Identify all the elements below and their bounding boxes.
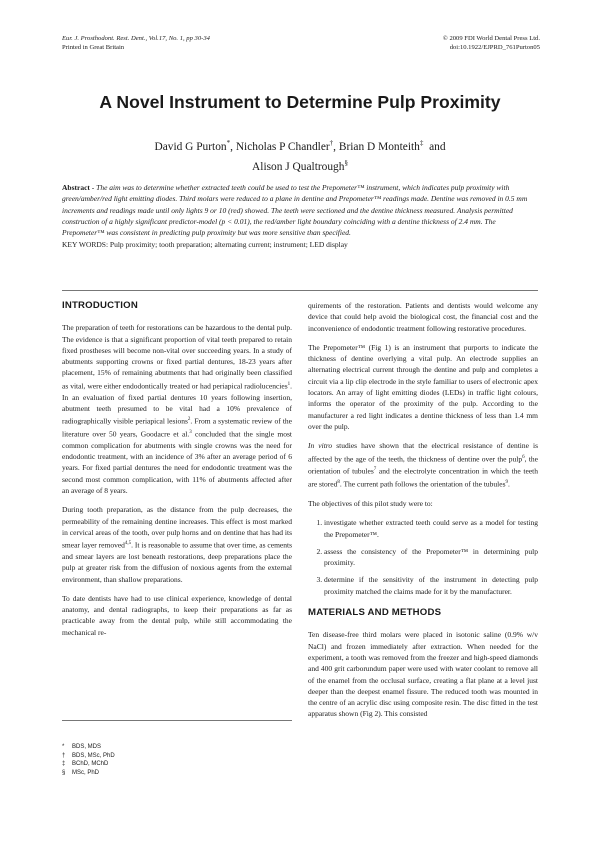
running-header-right	[443, 34, 540, 52]
doi: doi:10.1922/EJPRD_761Purton05	[449, 44, 540, 51]
author-name: David G Purton	[154, 140, 227, 153]
paragraph: The objectives of this pilot study were to:	[308, 498, 433, 508]
paragraph: The preparation of teeth for restorations can be hazardous to the dental pulp. The evidence is that a significant proportion of vital teeth prepared to retain fixed prostheses will become non-vital over succeeding years. In a study of abutments supporting crowns or fixed partial dentures, 18-23 years after placement, 15% of remaining abutments that had originally been classified as vital, were either endodontically treated or had periapical radiolucencies$^1$. In an evaluation of fixed partial dentures 10 years following insertion, abutment teeth presumed to be vital had a 10% prevalence of radiographically visible periapical lesions$^2$. From a systematic review of the literature over 50 years, Goodacre et al.$^3$ concluded that the single most common complication for abutments with single crowns was the need for endodontic treatment, with an incidence of 3% after an average period of 6 years. For fixed partial dentures the need for endodontic treatment was the second most common complication, with 11% of abutments affected after an average of 8 years.	[62, 323, 292, 495]
objectives-list	[308, 517, 538, 597]
reference-mark: 9	[505, 480, 509, 486]
right-column	[308, 300, 538, 728]
section-divider	[62, 290, 538, 291]
author-mark: *	[226, 139, 231, 147]
paragraph: The Prepometer™ (Fig 1) is an instrument that purports to indicate the thickness of dentine overlying a vital pulp. An electrode supplies an alternating electrical current through the dentine and pulp and completes a circuit via a lip clip electrode in the style familiar to users of electronic apex locators. An array of light emitting diodes (LEDs) in traffic light colours, informs the operator of the proximity of the pulp. According to the manufacturer a red light indicates a dentine thickness of less than 1.4 mm over the pulp.	[308, 342, 538, 431]
footnotes	[62, 743, 115, 777]
reference-mark: 2	[187, 417, 191, 423]
copyright: © 2009 FDI World Dental Press Ltd.	[442, 35, 540, 42]
running-header-left	[62, 34, 210, 52]
author-name: Nicholas P Chandler	[235, 140, 330, 153]
author-mark: ‡	[419, 139, 424, 147]
paragraph: quirements of the restoration. Patients and dentists would welcome any device that could help avoid the biological cost, the financial cost and the inconvenience of endodontic treatment following restorative procedures.	[308, 301, 538, 333]
reference-mark: 3	[189, 429, 192, 435]
footnote: ‡ BChD, MChD	[62, 761, 109, 768]
author-list: David G Purton*, Nicholas P Chandler†, Brian D Monteith‡ and Alison J Qualtrough§	[154, 139, 446, 173]
paragraph: During tooth preparation, as the distance from the pulp decreases, the permeability of the remaining dentine increases. This effect is most marked in cervical areas of the tooth, over pulp horns and on dentine that has had its smear layer removed$^{4,5}$. It is reasonable to assume that over time, as cements and smear layers are lost beneath restorations, deep preparations place the pulp at greater risk from the diffusion of noxious agents from the external environment, than shallow preparations.	[62, 505, 292, 584]
paragraph: In vitro studies have shown that the electrical resistance of dentine is affected by the age of the teeth, the thickness of dentine over the pulp$^6$, the orientation of tubules$^7$ and the electrolyte concentration in which the teeth are stored$^8$. The current path follows the orientation of the tubules$^9$.	[308, 441, 538, 489]
reference-mark: 4,5	[124, 541, 132, 547]
abstract-label: Abstract	[62, 183, 90, 192]
author-name: Alison J Qualtrough	[252, 160, 345, 173]
reference-mark: 7	[373, 467, 377, 473]
footnote: * BDS, MDS	[62, 744, 102, 750]
keywords: KEY WORDS: Pulp proximity; tooth preparation; alternating current; instrument; LED display	[62, 240, 348, 249]
paper-title: A Novel Instrument to Determine Pulp Proximity	[99, 92, 501, 112]
author-name: Brian D Monteith	[338, 140, 420, 153]
reference-mark: 1	[287, 381, 291, 387]
left-column	[62, 300, 292, 646]
reference-mark: 8	[337, 480, 340, 486]
author-mark: §	[344, 158, 348, 167]
abstract-text: - The aim was to determine whether extracted teeth could be used to test the Prepometer™ instrument, which indicates pulp proximity with green/amber/red light emitting diodes. Third molars were reduced to a plane in dentine and Prepometer™ readings made. Dentine was removed in 0.5 mm increments and readings made until only lights 9 or 10 (red) showed. The teeth were sectioned and the dentine thickness measured. Analysis permitted construction of a highly significant predictor-model (p < 0.01), the red/amber light boundary coinciding with a dentine thickness of 2.4 mm. The Prepometer™ was consistent in predicting pulp proximity but was more sensitive than specified.	[62, 183, 528, 238]
list-item: 2. assess the consistency of the Prepometer™ in determining pulp proximity.	[324, 546, 538, 569]
section-heading-introduction: INTRODUCTION	[62, 300, 138, 311]
footnote: § MSc, PhD	[62, 769, 100, 776]
footnote: † BDS, MSc, PhD	[62, 752, 115, 759]
paragraph: Ten disease-free third molars were placed in isotonic saline (0.9% w/v NaCl) and frozen immediately after extraction. When needed for the experiment, a tooth was removed from the freezer and high-speed diamonds and 400 grit carborundum paper were used with water coolant to remove all of the enamel from the occlusal surface, creating a flat plane at a level just deeper than the deepest enamel fissure. The reduced tooth was mounted in the centre of an acrylic disc using composite resin. The disc fitted in the test apparatus shown (Fig 2). This consisted	[308, 630, 538, 719]
footnote-divider	[62, 720, 292, 721]
author-mark: †	[329, 139, 334, 147]
reference-mark: 6	[522, 454, 525, 460]
author-and: and	[429, 140, 446, 153]
journal-citation: Eur. J. Prosthodont. Rest. Dent., Vol.17, No. 1, pp 30-34	[62, 35, 210, 42]
paragraph: To date dentists have had to use clinical experience, knowledge of dental anatomy, and dental radiographs, to keep their preparations as far as practicable away from the dental pulp, while still accommodating the mechanical re-	[62, 593, 292, 637]
list-item: 3. determine if the sensitivity of the instrument in detecting pulp proximity matched the claims made for it by the manufacturer.	[324, 574, 538, 597]
list-item: 1. investigate whether extracted teeth could serve as a model for testing the Prepometer™.	[324, 517, 538, 540]
section-heading-methods: MATERIALS AND METHODS	[308, 607, 442, 619]
abstract	[62, 182, 538, 238]
printed-in: Printed in Great Britain	[62, 44, 125, 51]
